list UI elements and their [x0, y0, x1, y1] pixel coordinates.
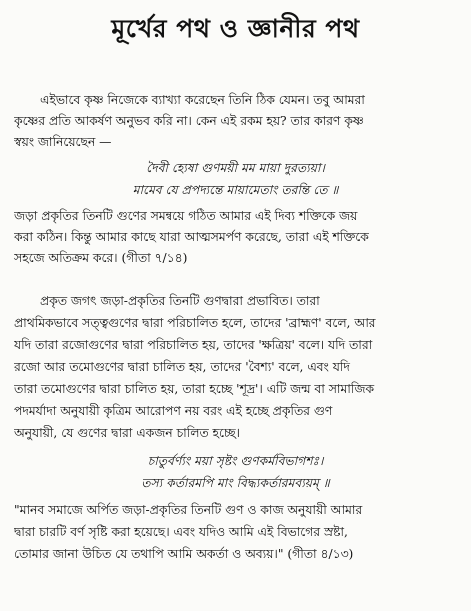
para4-line-1: "মানব সমাজে অর্পিত জড়া-প্রকৃতির তিনটি গুণ ও কাজ অনুযায়ী আমার: [14, 503, 363, 517]
verse2-line-2: তস্য কর্তারমপি মাং বিদ্ধ্যকর্তারমব্যয়ম্ ॥: [141, 476, 330, 490]
verse1-line-2: মামেব যে প্রপদ্যন্তে মায়ামেতাং তরন্তি তে ॥: [132, 183, 339, 197]
para2-line-3: সহজে অতিক্রম করে। (গীতা ৭/১৪): [14, 251, 188, 265]
para3-line-6: পদমর্যাদা অনুযায়ী কৃত্রিম আরোপণ নয় বরং এই হচ্ছে প্রকৃতির গুণ: [14, 404, 333, 418]
para3-line-3: যদি তারা রজোগুণের দ্বারা পরিচালিত হয়, তাদের 'ক্ষত্রিয়' বলে। যদি তারা: [14, 338, 373, 352]
para3-line-4: রজো আর তমোগুণের দ্বারা চালিত হয়, তাদের 'বৈশ্য' বলে, এবং যদি: [14, 360, 350, 374]
verse1-line-1: দৈবী হ্যেষা গুণময়ী মম মায়া দুরত্যয়া।: [146, 161, 325, 175]
para1-line-3: স্বয়ং জানিয়েছেন —: [14, 135, 112, 149]
para2-line-2: করা কঠিন। কিন্তু আমার কাছে যারা আত্মসমর্পণ করেছে, তারা এই শক্তিকে: [14, 230, 369, 244]
para2-line-1: জড়া প্রকৃতির তিনটি গুণের সমন্বয়ে গঠিত আমার এই দিব্য শক্তিকে জয়: [14, 209, 358, 223]
para1-line-1: এইভাবে কৃষ্ণ নিজেকে ব্যাখ্যা করেছেন তিনি ঠিক যেমন। তবু আমরা: [40, 93, 365, 107]
page-title: মূর্খের পথ ও জ্ঞানীর পথ: [111, 14, 360, 43]
para3-line-5: তারা তমোগুণের দ্বারা চালিত হয়, তারা হচ্ছে 'শূদ্র'। এটি জন্ম বা সামাজিক: [14, 382, 374, 396]
para3-line-2: প্রাথমিকভাবে সত্ত্বগুণের দ্বারা পরিচালিত হলে, তাদের 'ব্রাহ্মণ' বলে, আর: [14, 316, 376, 330]
para1-line-2: কৃষ্ণের প্রতি আকর্ষণ অনুভব করি না। কেন এই রকম হয়? তার কারণ কৃষ্ণ: [14, 114, 364, 128]
para3-line-7: অনুযায়ী, যে গুণের দ্বারা একজন চালিত হচ্ছে।: [14, 426, 240, 440]
para4-line-2: দ্বারা চারটি বর্ণ সৃষ্টি করা হয়েছে। এবং যদিও আমি এই বিভাগের স্রষ্টা,: [14, 525, 348, 539]
verse2-line-1: চাতুর্বর্ণ্যং ময়া সৃষ্টং গুণকর্মবিভাগশঃ।: [147, 454, 324, 468]
para4-line-3: তোমার জানা উচিত যে তথাপি আমি অকর্তা ও অব্যয়।" (গীতা ৪/১৩): [14, 547, 354, 561]
para3-line-1: প্রকৃত জগৎ জড়া-প্রকৃতির তিনটি গুণদ্বারা প্রভাবিত। তারা: [40, 294, 320, 308]
